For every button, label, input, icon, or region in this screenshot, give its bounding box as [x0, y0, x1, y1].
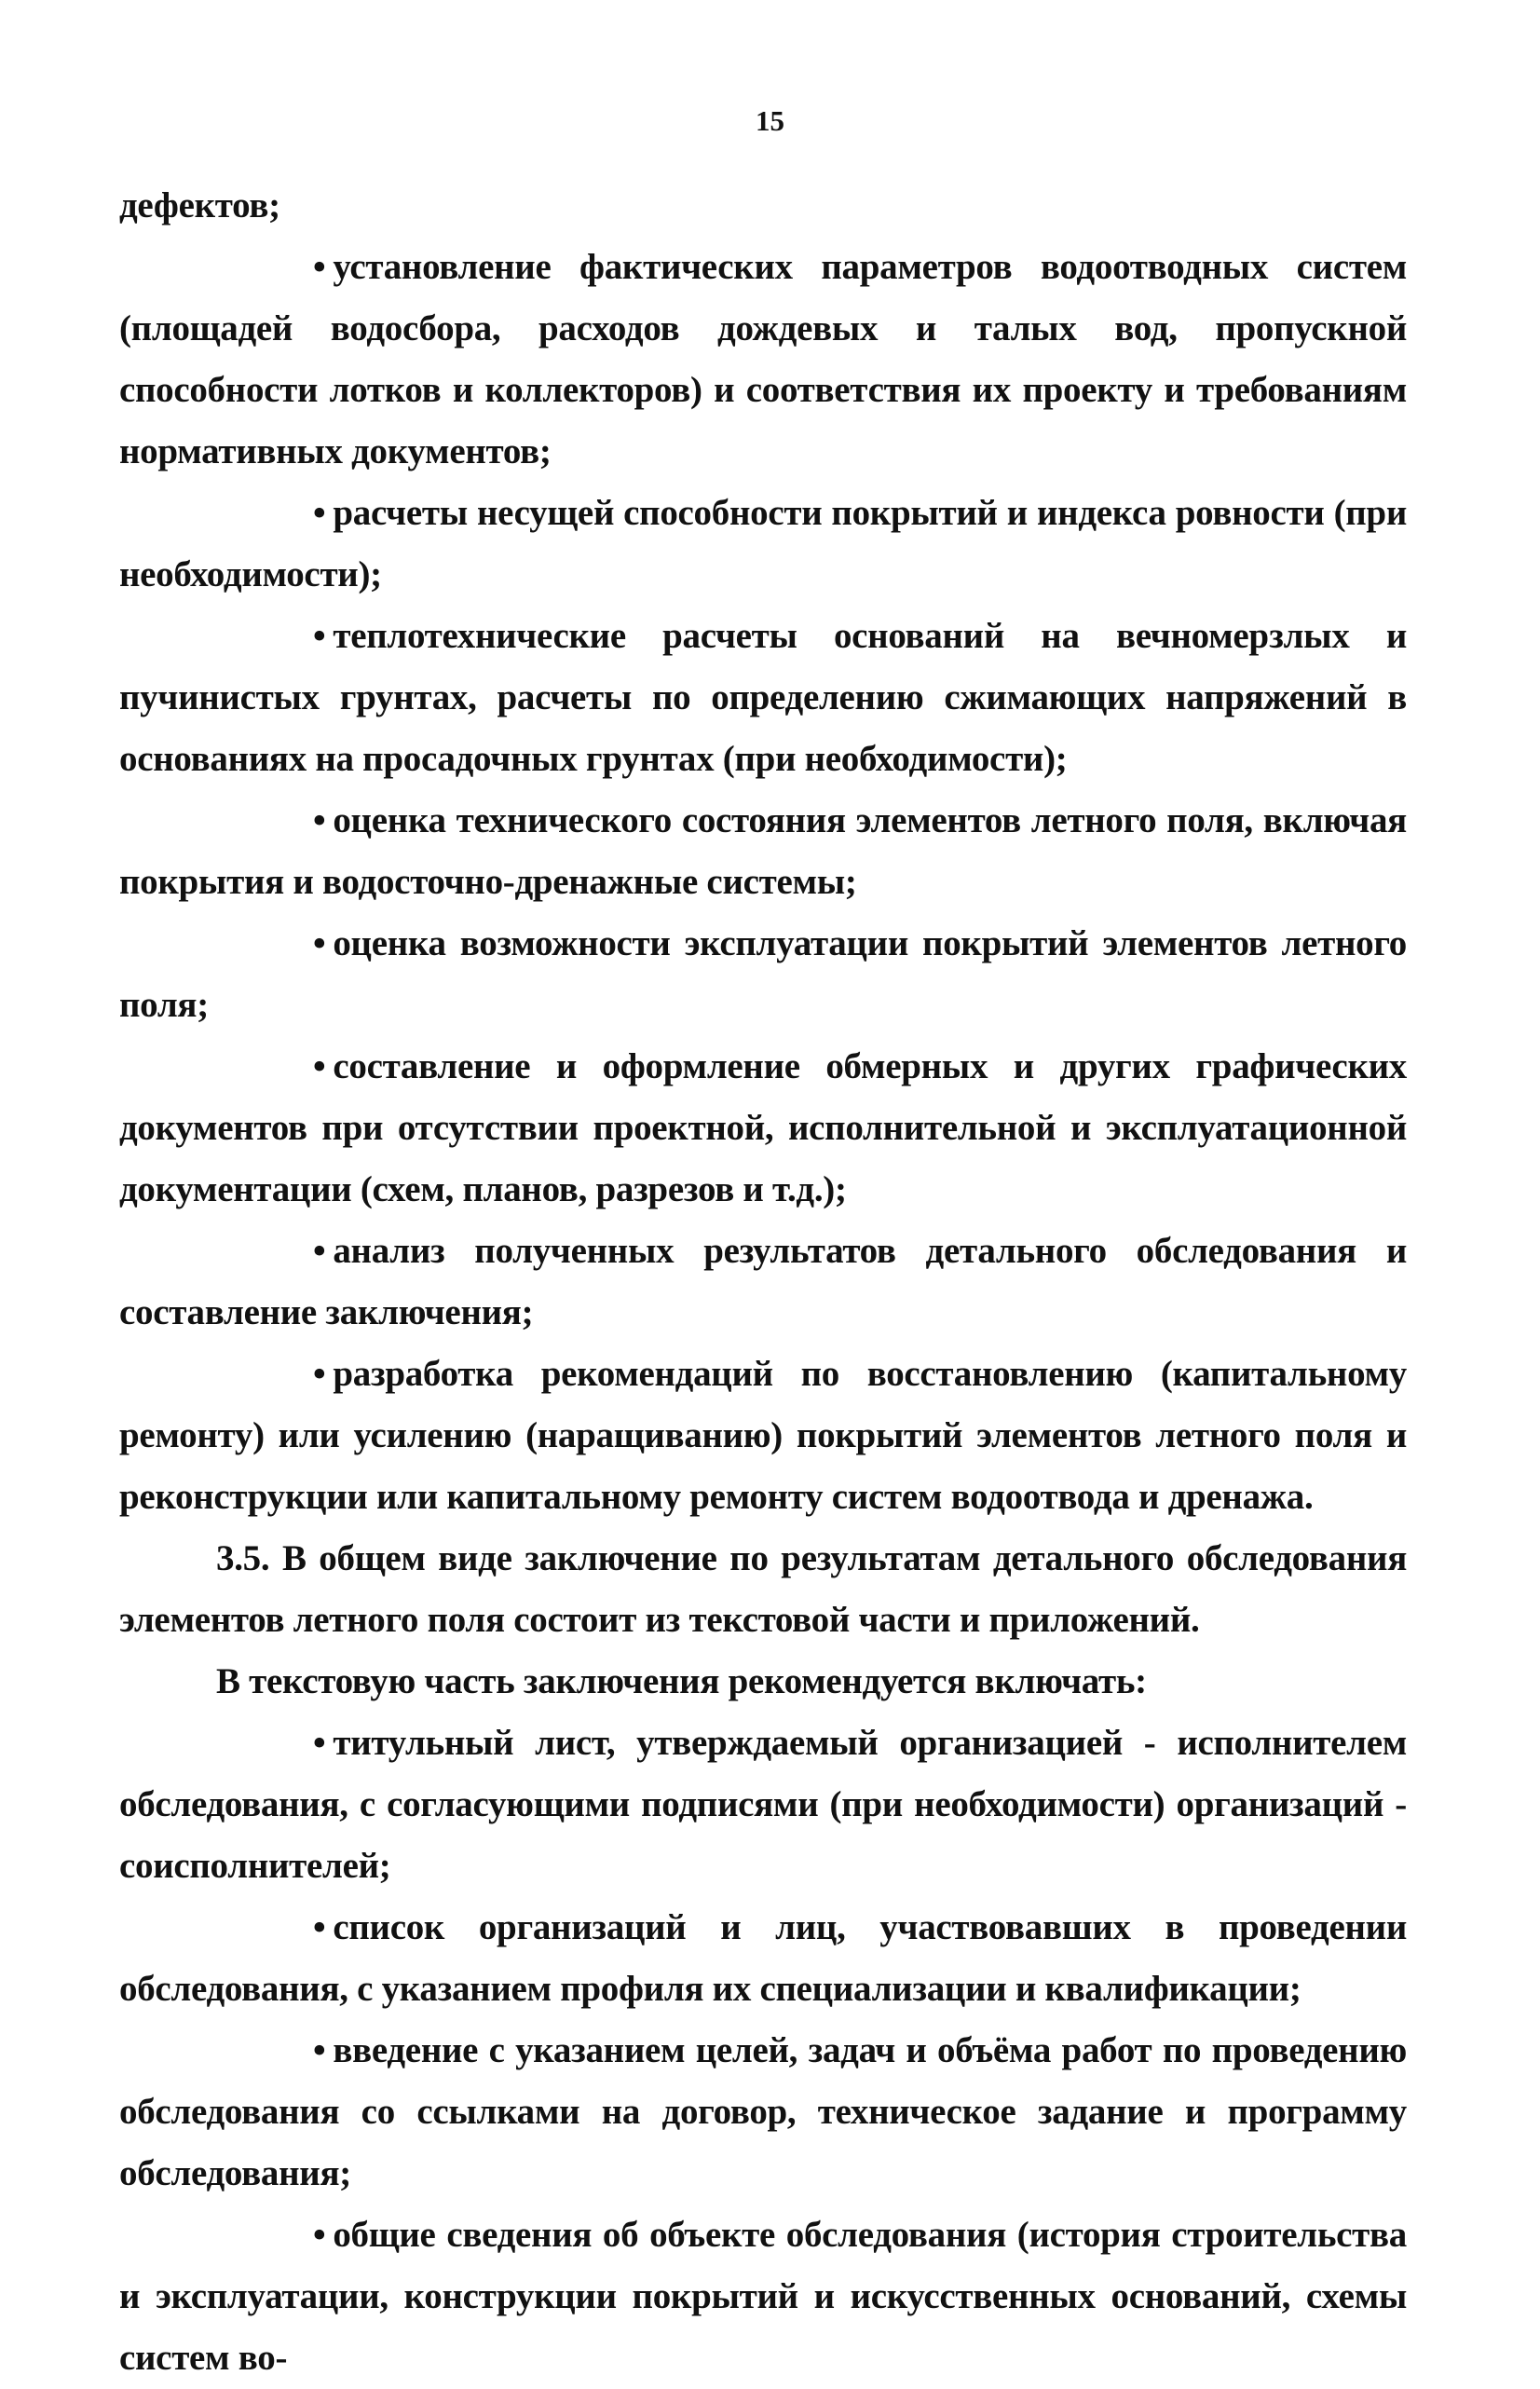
section-paragraph: 3.5. В общем виде заключение по результатам детального обследования элементов летного поля состоит из текстовой части и приложений. — [119, 1538, 1407, 1640]
bullet-item: • установление фактических параметров водоотводных систем (площадей водосбора, расходов дождевых и талых вод, пропускной способности лотков и коллекторов) и соответствия их проекту и требованиям нормативных документов; — [119, 237, 1407, 483]
bullet-item: • составление и оформление обмерных и других графических документов при отсутствии проектной, исполнительной и эксплуатационной документации (схем, планов, разрезов и т.д.); — [119, 1036, 1407, 1221]
bullet-item: • анализ полученных результатов детального обследования и составление заключения; — [119, 1221, 1407, 1344]
bullet-item: • теплотехнические расчеты оснований на вечномерзлых и пучинистых грунтах, расчеты по определению сжимающих напряжений в основаниях на просадочных грунтах (при необходимости); — [119, 606, 1407, 790]
page-number: 15 — [756, 104, 784, 137]
bullet-item: • оценка возможности эксплуатации покрытий элементов летного поля; — [119, 913, 1407, 1036]
bullet-icon: • — [313, 247, 326, 287]
bullet-item: • общие сведения об объекте обследования (история строительства и эксплуатации, конструкции покрытий и искусственных оснований, схемы систем во- — [119, 2205, 1407, 2389]
bullet-icon: • — [313, 1354, 326, 1394]
bullet-icon: • — [313, 923, 326, 963]
bullet-item: • разработка рекомендаций по восстановлению (капитальному ремонту) или усилению (наращиванию) покрытий элементов летного поля и реконструкции или капитальному ремонту систем водоотвода и дренажа. — [119, 1344, 1407, 1528]
bullet-icon: • — [313, 2030, 326, 2070]
bullet-item: • расчеты несущей способности покрытий и индекса ровности (при необходимости); — [119, 483, 1407, 606]
bullet-icon: • — [313, 2215, 326, 2255]
section-paragraph: В текстовую часть заключения рекомендуется включать: — [216, 1661, 1147, 1701]
bullet-icon: • — [313, 493, 326, 533]
bullet-icon: • — [313, 1723, 326, 1763]
bullet-icon: • — [313, 616, 326, 656]
document-body — [119, 175, 1407, 2389]
bullet-icon: • — [313, 800, 326, 840]
bullet-icon: • — [313, 1907, 326, 1947]
bullet-icon: • — [313, 1046, 326, 1086]
bullet-item: • введение с указанием целей, задач и объёма работ по проведению обследования со ссылками на договор, техническое задание и программу обследования; — [119, 2020, 1407, 2205]
bullet-item: • оценка технического состояния элементов летного поля, включая покрытия и водосточно-дренажные системы; — [119, 790, 1407, 913]
bullet-icon: • — [313, 1231, 326, 1271]
bullet-item: • список организаций и лиц, участвовавших в проведении обследования, с указанием профиля их специализации и квалификации; — [119, 1897, 1407, 2020]
paragraph-0: дефектов; — [119, 185, 280, 225]
bullet-item: • титульный лист, утверждаемый организацией - исполнителем обследования, с согласующими подписями (при необходимости) организаций - соисполнителей; — [119, 1713, 1407, 1897]
